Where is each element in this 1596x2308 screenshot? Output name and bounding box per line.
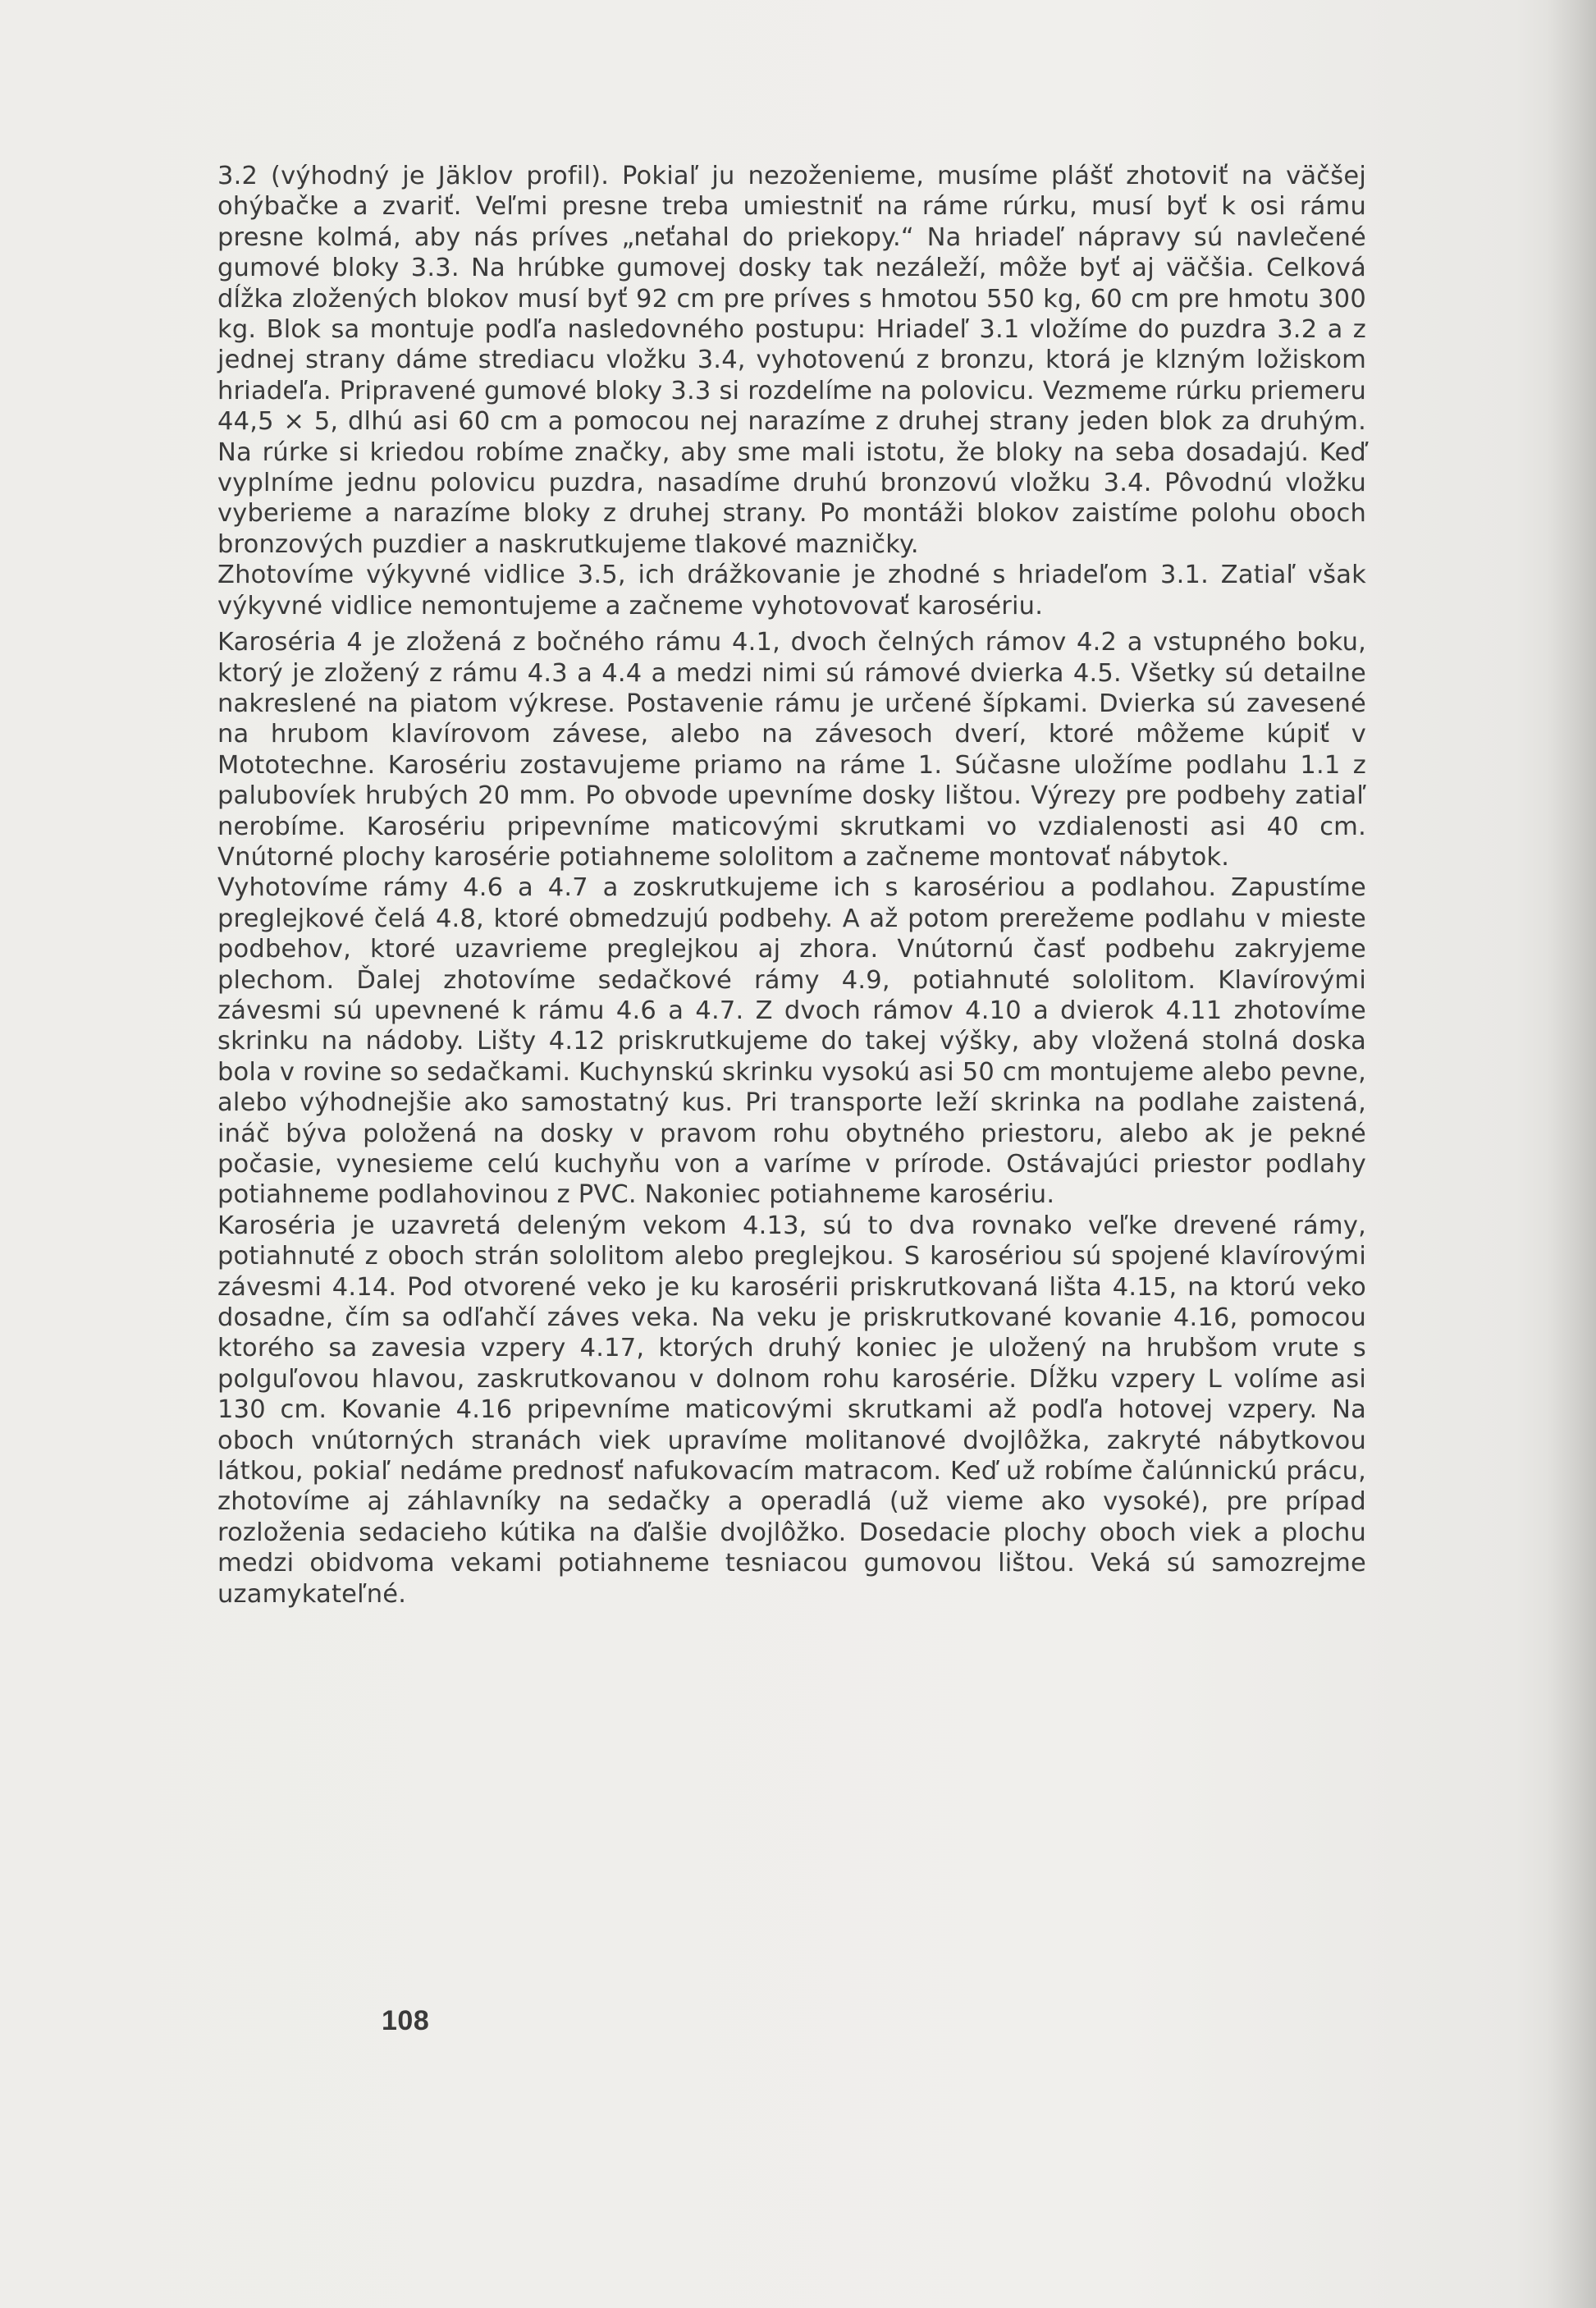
page-number: 108	[382, 2005, 430, 2036]
paragraph-delene-veko: Karoséria je uzavretá deleným vekom 4.13, sú to dva rovnako veľke drevené rámy, potiahnuté z oboch strán sololitom alebo preglejkou. S karosériou sú spojené klavírovými závesmi 4.14. Pod otvorené veko je ku karosérii priskrutkovaná lišta 4.15, na ktorú veko dosadne, čím sa odľahčí záves veka. Na veku je priskrutkované kovanie 4.16, pomocou ktorého sa zavesia vzpery 4.17, ktorých druhý koniec je uložený na hrubšom vrute s polguľovou hlavou, zaskrutkovanou v dolnom rohu karosérie. Dĺžku vzpery L volíme asi 130 cm. Kovanie 4.16 pripevníme maticovými skrutkami až podľa hotovej vzpery. Na oboch vnútorných stranách viek upravíme molitanové dvojlôžka, zakryté nábytkovou látkou, pokiaľ nedáme prednosť nafukovacím matracom. Keď už robíme čalúnnickú prácu, zhotovíme aj záhlavníky na sedačky a operadlá (už vieme ako vysoké), pre prípad rozloženia sedacieho kútika na ďalšie dvojlôžko. Dosedacie plochy oboch viek a plochu medzi obidvoma vekami potiahneme tesniacou gumovou lištou. Veká sú samozrejme uzamykateľné.	[217, 1211, 1366, 1609]
paragraph-karoseria: Karoséria 4 je zložená z bočného rámu 4.1, dvoch čelných rámov 4.2 a vstupného boku, ktorý je zložený z rámu 4.3 a 4.4 a medzi nimi sú rámové dvierka 4.5. Všetky sú detailne nakreslené na piatom výkrese. Postavenie rámu je určené šípkami. Dvierka sú zavesené na hrubom klavírovom závese, alebo na závesoch dverí, ktoré môžeme kúpiť v Mototechne. Karosériu zostavujeme priamo na ráme 1. Súčasne uložíme podlahu 1.1 z palubovíek hrubých 20 mm. Po obvode upevníme dosky lištou. Výrezy pre podbehy zatiaľ nerobíme. Karosériu pripevníme maticovými skrutkami vo vzdialenosti asi 40 cm. Vnútorné plochy karosérie potiahneme sololitom a začneme montovať nábytok.	[217, 628, 1366, 872]
body-text	[217, 161, 1366, 1610]
paragraph-vykyvne-vidlice: Zhotovíme výkyvné vidlice 3.5, ich drážkovanie je zhodné s hriadeľom 3.1. Zatiaľ však výkyvné vidlice nemontujeme a začneme vyhotovovať karosériu.	[217, 561, 1366, 621]
page-gutter-shadow	[1547, 0, 1596, 2308]
paragraph-ramy-podbehy: Vyhotovíme rámy 4.6 a 4.7 a zoskrutkujeme ich s karosériou a podlahou. Zapustíme preglejkové čelá 4.8, ktoré obmedzujú podbehy. A až potom prerežeme podlahu v mieste podbehov, ktoré uzavrieme preglejkou aj zhora. Vnútornú časť podbehu zakryjeme plechom. Ďalej zhotovíme sedačkové rámy 4.9, potiahnuté sololitom. Klavírovými závesmi sú upevnené k rámu 4.6 a 4.7. Z dvoch rámov 4.10 a dvierok 4.11 zhotovíme skrinku na nádoby. Lišty 4.12 priskrutkujeme do takej výšky, aby vložená stolná doska bola v rovine so sedačkami. Kuchynskú skrinku vysokú asi 50 cm montujeme alebo pevne, alebo výhodnejšie ako samostatný kus. Pri transporte leží skrinka na podlahe zaistená, ináč býva položená na dosky v pravom rohu obytného priestoru, alebo ak je pekné počasie, vynesieme celú kuchyňu von a varíme v prírode. Ostávajúci priestor podlahy potiahneme podlahovinou z PVC. Nakoniec potiahneme karosériu.	[217, 873, 1366, 1210]
paragraph-gumove-bloky: 3.2 (výhodný je Jäklov profil). Pokiaľ ju nezoženieme, musíme plášť zhotoviť na väčšej ohýbačke a zvariť. Veľmi presne treba umiestniť na ráme rúrku, musí byť k osi rámu presne kolmá, aby nás príves „neťahal do priekopy.“ Na hriadeľ nápravy sú navlečené gumové bloky 3.3. Na hrúbke gumovej dosky tak nezáleží, môže byť aj väčšia. Celková dĺžka zložených blokov musí byť 92 cm pre príves s hmotou 550 kg, 60 cm pre hmotu 300 kg. Blok sa montuje podľa nasledovného postupu: Hriadeľ 3.1 vložíme do puzdra 3.2 a z jednej strany dáme strediacu vložku 3.4, vyhotovenú z bronzu, ktorá je klzným ložiskom hriadeľa. Pripravené gumové bloky 3.3 si rozdelíme na polovicu. Vezmeme rúrku priemeru 44,5 × 5, dlhú asi 60 cm a pomocou nej narazíme z druhej strany jeden blok za druhým. Na rúrke si kriedou robíme značky, aby sme mali istotu, že bloky na seba dosadajú. Keď vyplníme jednu polovicu puzdra, nasadíme druhú bronzovú vložku 3.4. Pôvodnú vložku vyberieme a narazíme bloky z druhej strany. Po montáži blokov zaistíme polohu oboch bronzových puzdier a naskrutkujeme tlakové mazničky.	[217, 162, 1366, 559]
